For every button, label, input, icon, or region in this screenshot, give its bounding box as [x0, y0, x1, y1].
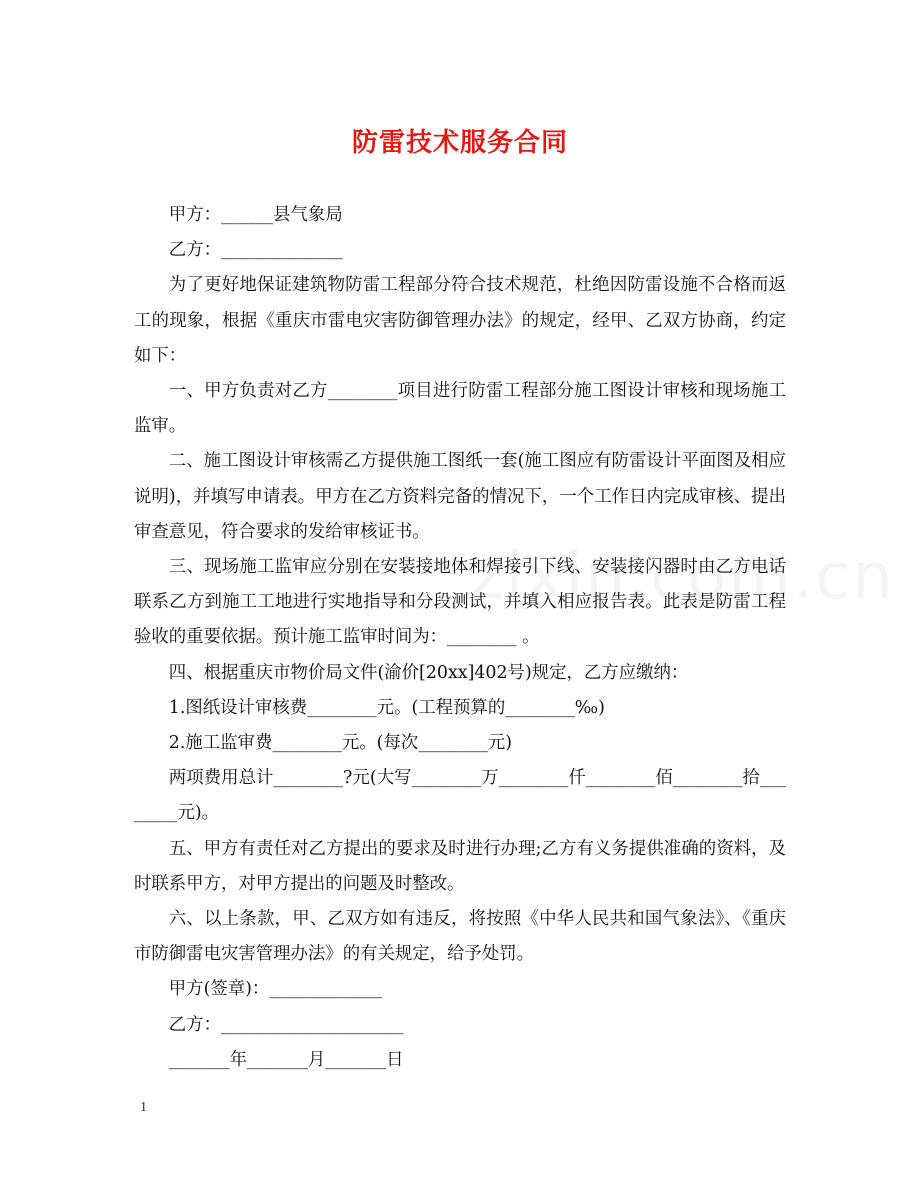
clause-4: 四、根据重庆市物价局文件(渝价[20xx]402号)规定，乙方应缴纳： [168, 662, 689, 683]
clause-6: 六、以上条款，甲、乙双方如有违反，将按照《中华人民共和国气象法》、《重庆市防御雷电灾害管理办法》的有关规定，给予处罚。 [134, 909, 786, 965]
party-a-line: 甲方：______县气象局 [168, 205, 343, 225]
page-number: 1 [140, 1100, 147, 1115]
party-a-signature: 甲方(签章)：_____________ [168, 979, 383, 1000]
clause-1: 一、甲方负责对乙方________项目进行防雷工程部分施工图设计审核和现场施工监审。 [134, 381, 786, 437]
fee-total: 两项费用总计________?元(大写________万________仟________佰________拾________元)。 [134, 768, 786, 824]
document-title: 防雷技术服务合同 [351, 128, 568, 158]
party-b-signature: 乙方：_____________________ [168, 1014, 404, 1035]
clause-5: 五、甲方有责任对乙方提出的要求及时进行办理;乙方有义务提供准确的资料，及时联系甲方，对甲方提出的问题及时整改。 [134, 838, 786, 894]
clause-2: 二、施工图设计审核需乙方提供施工图纸一套(施工图应有防雷设计平面图及相应说明)，并填写申请表。甲方在乙方资料完备的情况下，一个工作日内完成审核、提出审查意见，符合要求的发给审核证书。 [134, 451, 786, 542]
preamble-paragraph: 为了更好地保证建筑物防雷工程部分符合技术规范，杜绝因防雷设施不合格而返工的现象，根据《重庆市雷电灾害防御管理办法》的规定，经甲、乙双方协商，约定如下： [134, 275, 786, 366]
fee-item-2: 2.施工监审费________元。(每次________元) [168, 733, 512, 754]
document-body [134, 198, 786, 1078]
date-line: _______年_______月_______日 [168, 1049, 404, 1070]
fee-item-1: 1.图纸设计审核费________元。(工程预算的________‰) [168, 697, 605, 718]
party-b-line: 乙方：______________ [168, 240, 343, 261]
clause-3: 三、现场施工监审应分别在安装接地体和焊接引下线、安装接闪器时由乙方电话联系乙方到施工工地进行实地指导和分段测试，并填入相应报告表。此表是防雷工程验收的重要依据。预计施工监审时间为：________ 。 [134, 557, 786, 648]
